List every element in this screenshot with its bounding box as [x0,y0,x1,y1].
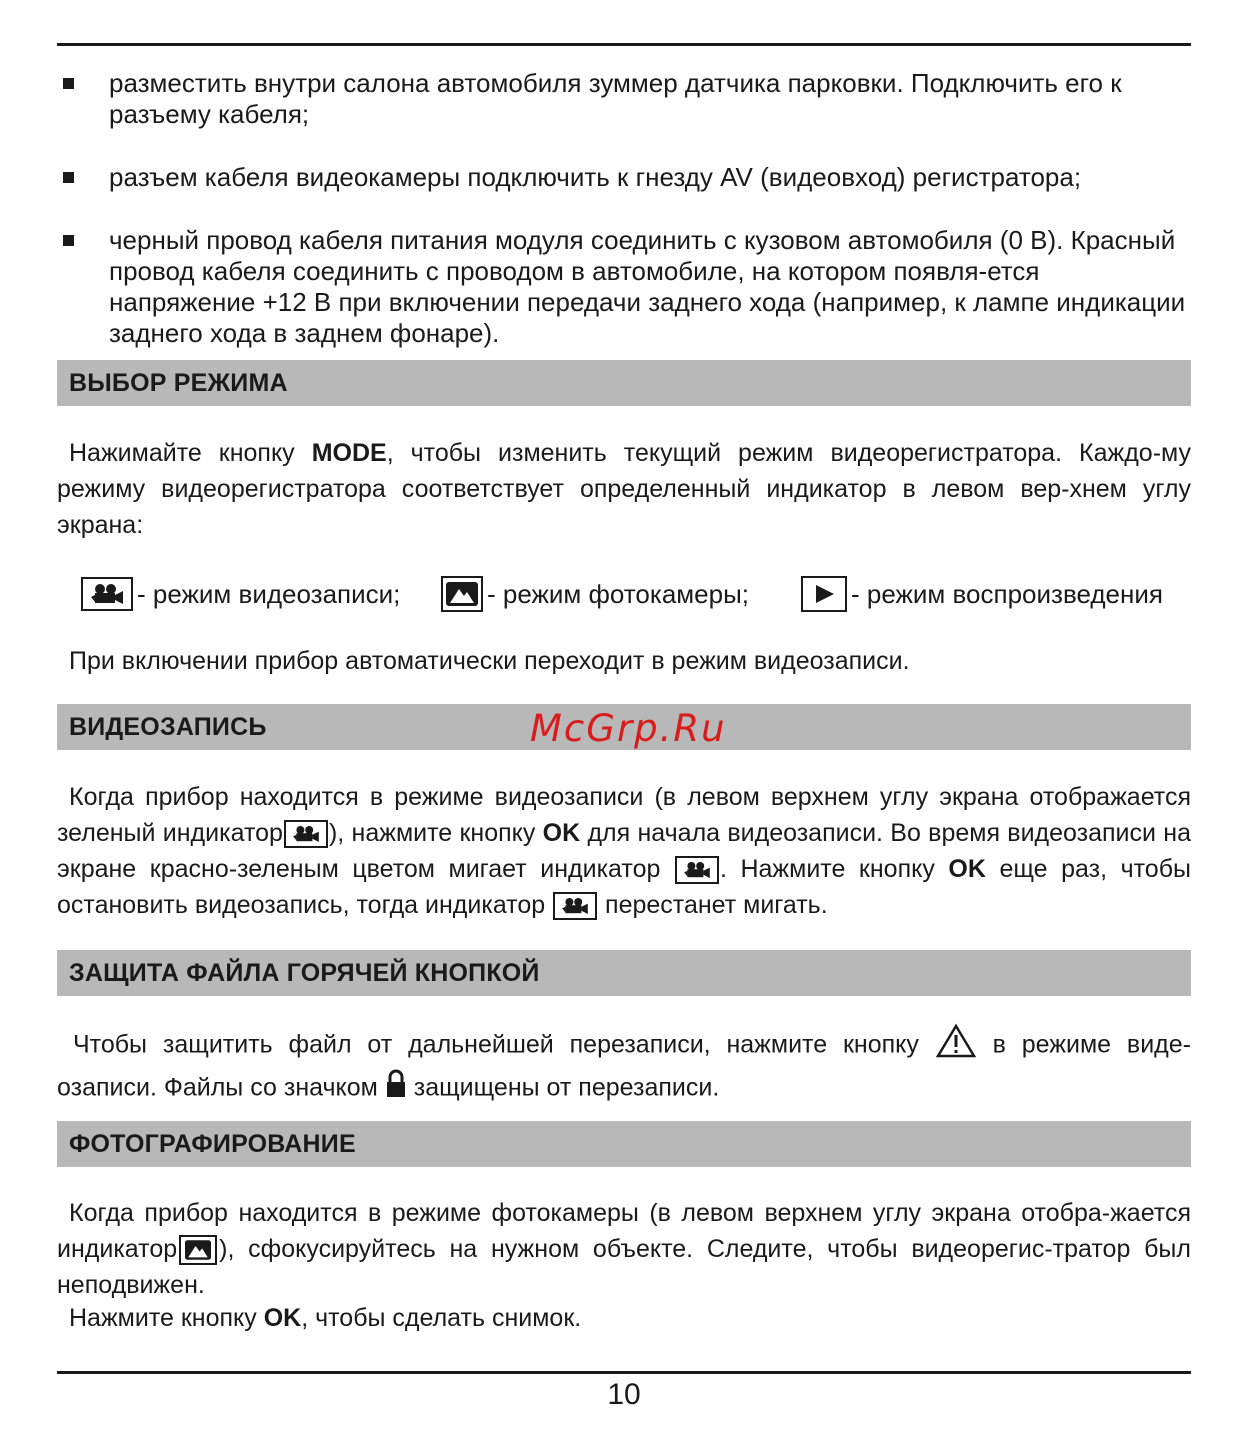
lock-icon [385,1069,407,1109]
bullet-text: черный провод кабеля питания модуля соединить с кузовом автомобиля (0 В). Красный провод кабеля соединить с проводом в автомобиле, на котором появля-ется напряжение +12 В при включении передачи заднего хода (например, к лампе индикации заднего хода в заднем фонаре). [109,225,1186,348]
video-camera-icon [675,856,719,884]
play-icon [801,576,847,612]
video-camera-icon [553,892,597,920]
section-title: ЗАЩИТА ФАЙЛА ГОРЯЧЕЙ КНОПКОЙ [69,959,540,987]
section-header-mode [57,360,1191,406]
watermark: McGrp.Ru [530,707,727,750]
bullet-square-icon [63,172,74,183]
bullet-square-icon [63,78,74,89]
section-header-protect [57,950,1191,996]
section-header-photo [57,1121,1191,1167]
video-mode-label: - режим видеозаписи; [137,578,401,609]
play-mode-label: - режим воспроизведения [851,578,1163,609]
bullet-square-icon [63,235,74,246]
section-title: ВИДЕОЗАПИСЬ [69,713,267,741]
bullet-text: разъем кабеля видеокамеры подключить к гнезду AV (видеовход) регистратора; [109,162,1082,192]
warning-triangle-icon [935,1023,977,1069]
photo-paragraph: Когда прибор находится в режиме фотокамеры (в левом верхнем углу экрана отобра-жается индикатор ), сфокусируйтесь на нужном объекте. Следите, чтобы видеорегис-тратор был неподвижен. [57,1199,1191,1299]
photo-mountain-icon [441,576,483,612]
video-camera-icon [284,820,328,848]
video-mode-item [77,574,400,614]
mode-indicators [57,574,1191,614]
page-number: 10 [607,1378,641,1411]
mode-paragraph: Нажимайте кнопку MODE, чтобы изменить текущий режим видеорегистратора. Каждо-му режиму видеорегистратора соответствует определенный индикатор в левом вер-хнем углу экрана: [57,439,1191,539]
mode-button-name: MODE [311,439,387,467]
section-title: ФОТОГРАФИРОВАНИЕ [69,1130,356,1158]
photo-mode-label: - режим фотокамеры; [487,578,749,609]
video-camera-icon [81,577,133,611]
default-mode-paragraph: При включении прибор автоматически переходит в режим видеозаписи. [69,647,910,675]
photo-ok-paragraph: Нажмите кнопку OK, чтобы сделать снимок. [69,1304,582,1332]
photo-mountain-icon [179,1235,217,1265]
section-title: ВЫБОР РЕЖИМА [69,369,288,397]
protect-paragraph: Чтобы защитить файл от дальнейшей перезаписи, нажмите кнопку в режиме виде-озаписи. Файлы со значком защищены от перезаписи. [57,1023,1191,1109]
bottom-rule [57,1371,1191,1374]
bullet-text: разместить внутри салона автомобиля зуммер датчика парковки. Подключить его к разъему кабеля; [109,68,1122,129]
top-rule [57,43,1191,46]
play-mode-item [797,574,1163,614]
photo-mode-item [437,574,749,614]
video-paragraph: Когда прибор находится в режиме видеозаписи (в левом верхнем углу экрана отображается зеленый индикатор ), нажмите кнопку OK для начала видеозаписи. Во время видеозаписи на экране красно-зеленым цветом мигает индикатор . Нажмите кнопку OK еще раз, чтобы остановить видеозапись, тогда индикатор перестанет мигать. [57,783,1191,919]
